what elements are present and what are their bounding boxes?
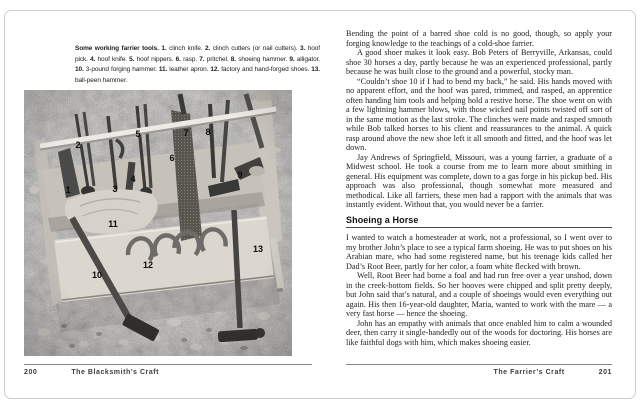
photo-marker-4: 4 [130,174,136,184]
page-number-left: 200 [24,369,38,376]
photo-caption [75,44,320,86]
photo-marker-6: 6 [169,153,175,163]
photo-marker-8: 8 [205,127,211,137]
photo-marker-11: 11 [108,219,118,229]
caption-bold-segment: 6. [175,55,181,63]
farrier-tools-photo [24,90,292,356]
paragraphs-before-heading [346,29,612,210]
paragraph: “Couldn’t shoe 10 if I had to bend my back,” he said. His hands moved with no apparent effort, and the hoof was pared, trimmed, and rasped, an apprentice often handing him tools and helping hold a restive horse. The shoe went on with a few lightning hammer blows, with those wicked nail points twisted off sort of in the same motion as the last stroke. The clinches were made and rasped smooth while Bob talked horses to his client and reassurances to the animal. A quick rasp around above the new shoe left it all smooth and fitted, and the hoof was let down. [346,76,612,152]
caption-segment: ball-peen hammer. [75,76,128,84]
caption-segment: clinch cutters (or nail cutters). [210,45,301,52]
caption-segment: leather apron. [167,66,211,74]
caption-bold-segment: 10. [75,66,84,74]
caption-segment: 3-pound forging hammer. [83,66,159,74]
farrier-tools-photo-art [24,90,292,356]
paragraph: Well, Root Beer had borne a foal and had run free over a year unshod, down in the creek-bottom fields. So her hooves were chipped and split pretty deeply, but John said that’s natural, and a couple of shoeings would even everything out again. His then 16-year-old daughter, Maria, wanted to work with the mare — a very fast horse — hence the shoeing. [346,271,612,318]
caption-bold-segment: 5. [129,55,135,63]
photo-marker-9: 9 [237,170,243,180]
paragraph: Bending the point of a barred shoe cold is no good, though, so apply your forging knowledge to the teachings of a cold-shoe farrier. [346,29,612,48]
caption-segment: factory and hand-forged shoes. [219,66,312,74]
running-head-left: The Blacksmith’s Craft [71,369,160,376]
body-text-column [346,29,612,363]
photo-marker-1: 1 [65,185,71,195]
photo-marker-5: 5 [135,129,141,139]
caption-segment: shoeing hammer. [236,55,290,63]
caption-segment: clinch knife. [166,45,206,52]
caption-bold-segment: 1. [161,45,167,52]
caption-segment: hoof nippers. [134,55,176,63]
caption-bold-segment: 7. [199,55,205,63]
paragraph: I wanted to watch a homesteader at work, not a professional, so I went over to my brother John’s place to see a typical farm shoeing. He was to put shoes on his Arabian mare, who had some registered name, but his teenage kids called her Dad’s Root Beer, partly for her color, a foam white flecked with brown. [346,233,612,271]
footer-right [346,364,612,376]
photo-marker-2: 2 [75,140,81,150]
caption-segment: hoof knife. [95,55,130,63]
paragraphs-after-heading [346,233,612,347]
page-number-right: 201 [598,369,612,376]
caption-bold-segment: 11. [158,66,168,74]
photo-marker-10: 10 [91,270,103,280]
paragraph: John has an empathy with animals that once enabled him to calm a wounded deer, then carry it single-handedly out of the woods for doctoring. His horses are like faithful dogs with him, which makes shoeing easier. [346,318,612,347]
caption-bold-segment: 8. [230,55,237,63]
caption-bold-segment: 3. [300,45,306,52]
photo-marker-7: 7 [183,128,189,138]
section-heading: Shoeing a Horse [346,216,612,229]
photo-marker-12: 12 [142,260,154,270]
caption-bold-segment: 4. [90,55,96,63]
caption-segment: rasp. [180,55,200,63]
caption-bold-segment: Some working farrier tools. [75,45,162,52]
caption-bold-segment: 2. [205,45,211,52]
caption-bold-segment: 12. [210,66,220,74]
caption-bold-segment: 9. [289,55,295,63]
footer-left [24,364,312,376]
caption-segment: alligator. [294,55,321,63]
paragraph: A good shoer makes it look easy. Bob Peters of Berryville, Arkansas, could shoe 30 horses a day, partly because he was an experienced professional, partly because he was built close to the ground and a powerful, stocky man. [346,48,612,76]
running-head-right: The Farrier’s Craft [493,369,565,376]
paragraph: Jay Andrews of Springfield, Missouri, was a young farrier, a graduate of a Midwest school. He took a course from me to learn more about smithing in general. His equipment was complete, down to a gas forge in his pickup bed. His approach was also professional, though somewhat more measured and methodical. Like all farriers, these men had a rapport with the animals that was instantly evident. Without that, you would never be a farrier. [346,152,612,209]
caption-bold-segment: 13. [311,66,320,74]
caption-segment: pritchel. [204,55,231,63]
photo-marker-3: 3 [112,184,118,194]
photo-marker-13: 13 [252,244,264,254]
caption-segment: hoof pick. [75,45,320,63]
